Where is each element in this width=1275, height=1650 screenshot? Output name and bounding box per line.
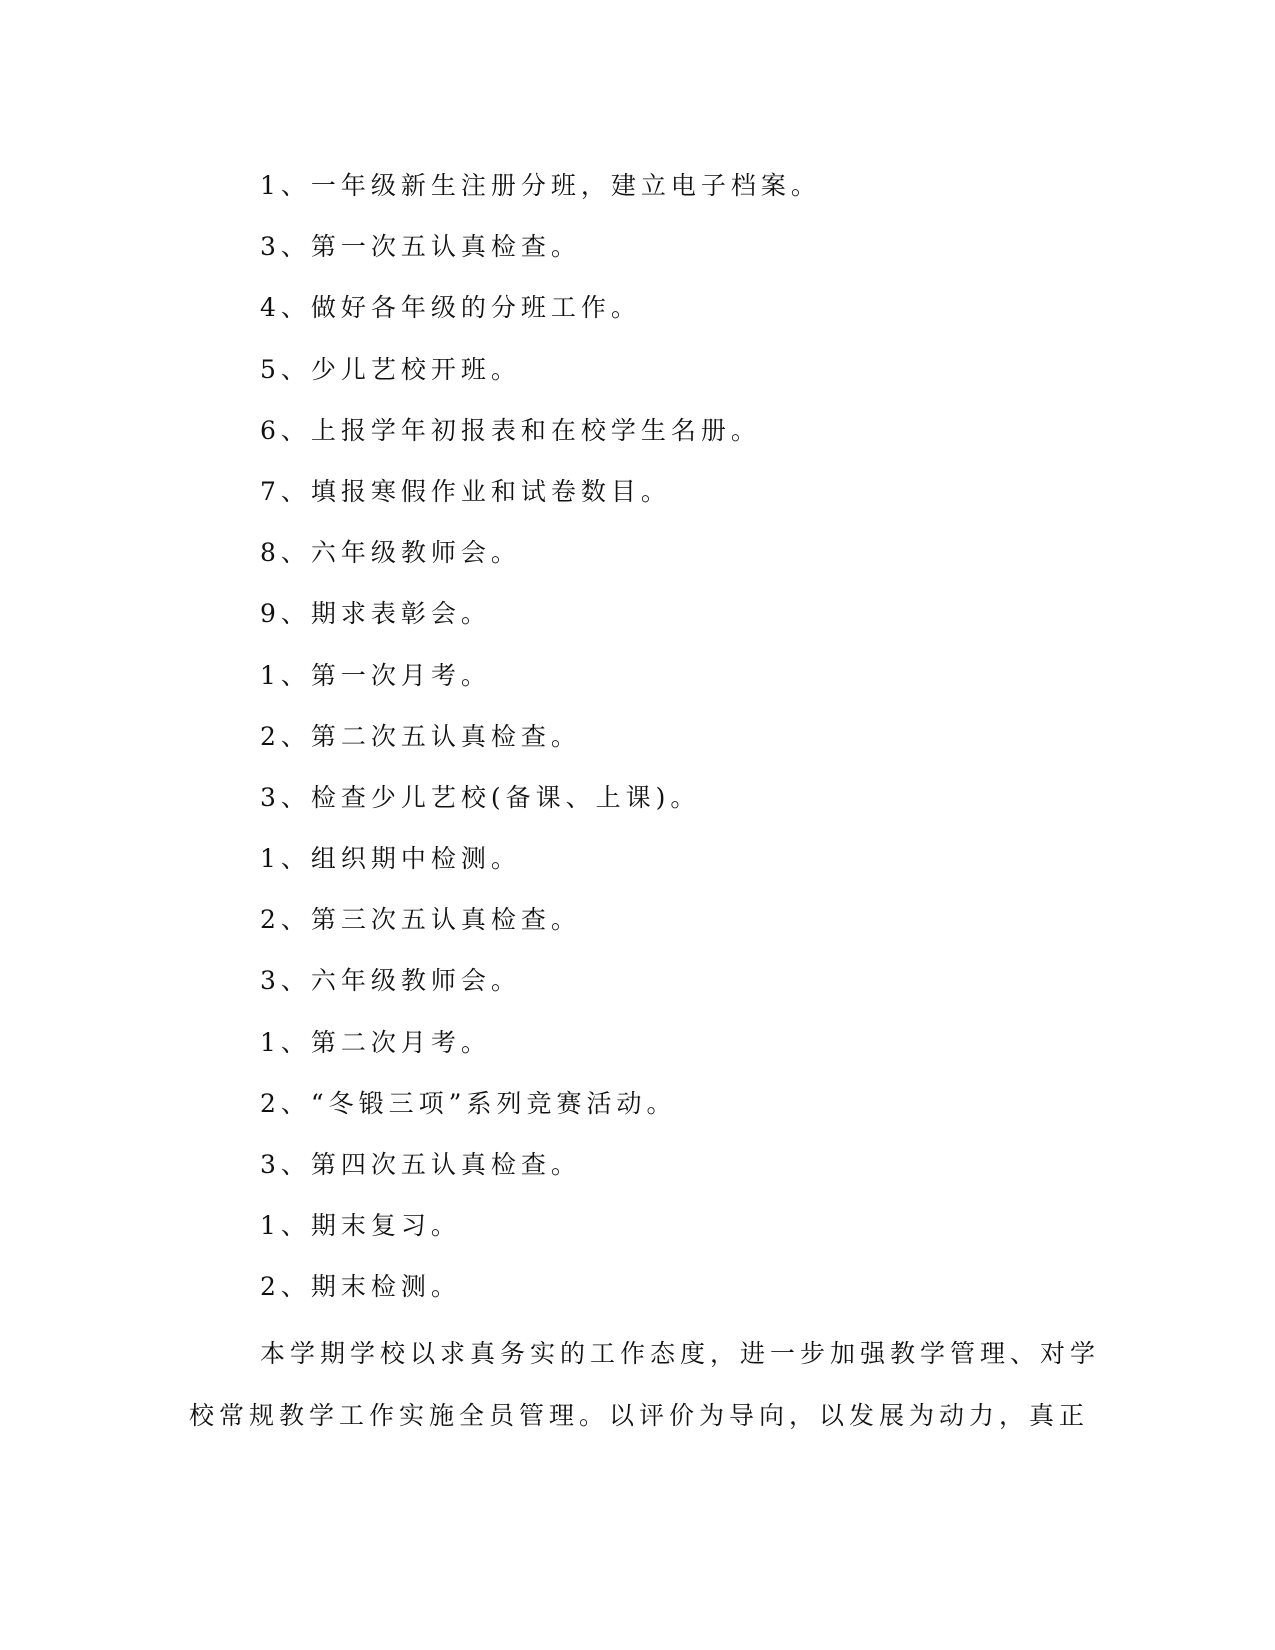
list-item: 1、第二次月考。 [260, 1027, 491, 1057]
list-item: 9、期求表彰会。 [260, 599, 491, 629]
list-item: 5、少儿艺校开班。 [260, 354, 521, 384]
summary-paragraph [189, 1334, 1101, 1458]
list-item: 2、“冬锻三项”系列竞赛活动。 [260, 1088, 677, 1118]
list-item: 1、第一次月考。 [260, 660, 491, 690]
list-item: 7、填报寒假作业和试卷数目。 [260, 476, 671, 506]
list-item: 3、第四次五认真检查。 [260, 1150, 581, 1179]
list-item: 6、上报学年初报表和在校学生名册。 [260, 415, 761, 445]
list-item: 2、第三次五认真检查。 [260, 905, 581, 935]
list-item: 1、期末复习。 [260, 1211, 461, 1241]
list-item: 3、六年级教师会。 [260, 966, 521, 996]
list-item: 3、第一次五认真检查。 [260, 232, 581, 262]
list-item: 2、第二次五认真检查。 [260, 721, 581, 751]
paragraph-line-1: 本学期学校以求真务实的工作态度，进一步加强教学管理、对学 [260, 1339, 1101, 1368]
list-item: 1、组织期中检测。 [260, 844, 521, 874]
list-item: 1、一年级新生注册分班，建立电子档案。 [260, 171, 821, 200]
list-item: 2、期末检测。 [260, 1272, 461, 1302]
list-item: 8、六年级教师会。 [260, 538, 521, 568]
schedule-list [260, 166, 821, 1329]
list-item: 3、检查少儿艺校(备课、上课)。 [260, 782, 701, 812]
paragraph-line-2: 校常规教学工作实施全员管理。以评价为导向，以发展为动力，真正 [189, 1401, 1090, 1430]
list-item: 4、做好各年级的分班工作。 [260, 293, 641, 323]
